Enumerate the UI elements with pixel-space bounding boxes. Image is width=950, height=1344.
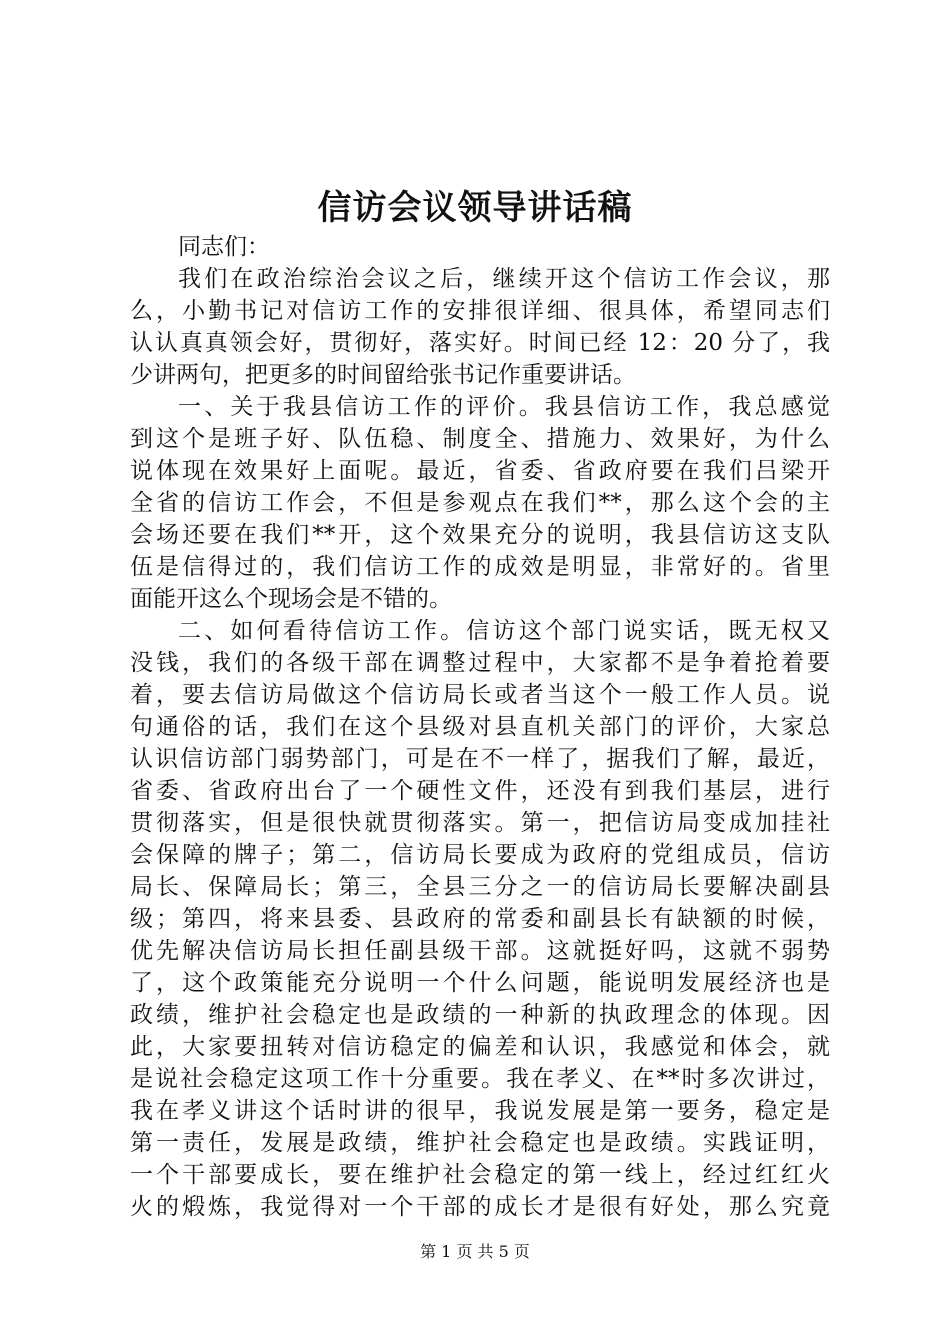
body-line: 局长、保障局长；第三，全县三分之一的信访局长要解决副县 [130,874,830,900]
body-line: 说体现在效果好上面呢。最近，省委、省政府要在我们吕梁开 [130,458,830,484]
body-line: 我们在政治综治会议之后，继续开这个信访工作会议，那 [178,266,830,292]
document-title: 信访会议领导讲话稿 [317,188,633,228]
body-line: 全省的信访工作会，不但是参观点在我们**，那么这个会的主 [130,490,830,516]
body-line: 火的煅炼，我觉得对一个干部的成长才是很有好处，那么究竟 [130,1194,830,1220]
body-line: 政绩，维护社会稳定也是政绩的一种新的执政理念的体现。因 [130,1002,830,1028]
page-footer: 第 1 页 共 5 页 [420,1242,530,1261]
body-line: 面能开这么个现场会是不错的。 [130,586,452,612]
body-line: 同志们： [178,234,270,260]
body-line: 认认真真领会好，贯彻好，落实好。时间已经 12：20 分了，我 [130,330,830,356]
body-line: 一、关于我县信访工作的评价。我县信访工作，我总感觉 [178,394,830,420]
body-line: 第一责任，发展是政绩，维护社会稳定也是政绩。实践证明， [130,1130,830,1156]
body-line: 我在孝义讲这个话时讲的很早，我说发展是第一要务，稳定是 [130,1098,830,1124]
body-line: 是说社会稳定这项工作十分重要。我在孝义、在**时多次讲过， [130,1066,830,1092]
body-line: 级；第四，将来县委、县政府的常委和副县长有缺额的时候， [130,906,830,932]
body-line: 没钱，我们的各级干部在调整过程中，大家都不是争着抢着要 [130,650,830,676]
body-line: 优先解决信访局长担任副县级干部。这就挺好吗，这就不弱势 [130,938,830,964]
body-line: 少讲两句，把更多的时间留给张书记作重要讲话。 [130,362,636,388]
body-line: 句通俗的话，我们在这个县级对县直机关部门的评价，大家总 [130,714,830,740]
body-line: 一个干部要成长，要在维护社会稳定的第一线上，经过红红火 [130,1162,830,1188]
body-line: 省委、省政府出台了一个硬性文件，还没有到我们基层，进行 [130,778,830,804]
body-line: 到这个是班子好、队伍稳、制度全、措施力、效果好，为什么 [130,426,830,452]
body-line: 着，要去信访局做这个信访局长或者当这个一般工作人员。说 [130,682,830,708]
body-line: 会场还要在我们**开，这个效果充分的说明，我县信访这支队 [130,522,830,548]
body-line: 伍是信得过的，我们信访工作的成效是明显，非常好的。省里 [130,554,830,580]
body-line: 会保障的牌子；第二，信访局长要成为政府的党组成员，信访 [130,842,830,868]
document-body [130,231,830,1223]
body-line: 贯彻落实，但是很快就贯彻落实。第一，把信访局变成加挂社 [130,810,830,836]
body-line: 么，小勤书记对信访工作的安排很详细、很具体，希望同志们 [130,298,830,324]
body-line: 二、如何看待信访工作。信访这个部门说实话，既无权又 [178,618,830,644]
body-line: 认识信访部门弱势部门，可是在不一样了，据我们了解，最近， [130,746,830,772]
body-line: 此，大家要扭转对信访稳定的偏差和认识，我感觉和体会，就 [130,1034,830,1060]
body-line: 了，这个政策能充分说明一个什么问题，能说明发展经济也是 [130,970,830,996]
